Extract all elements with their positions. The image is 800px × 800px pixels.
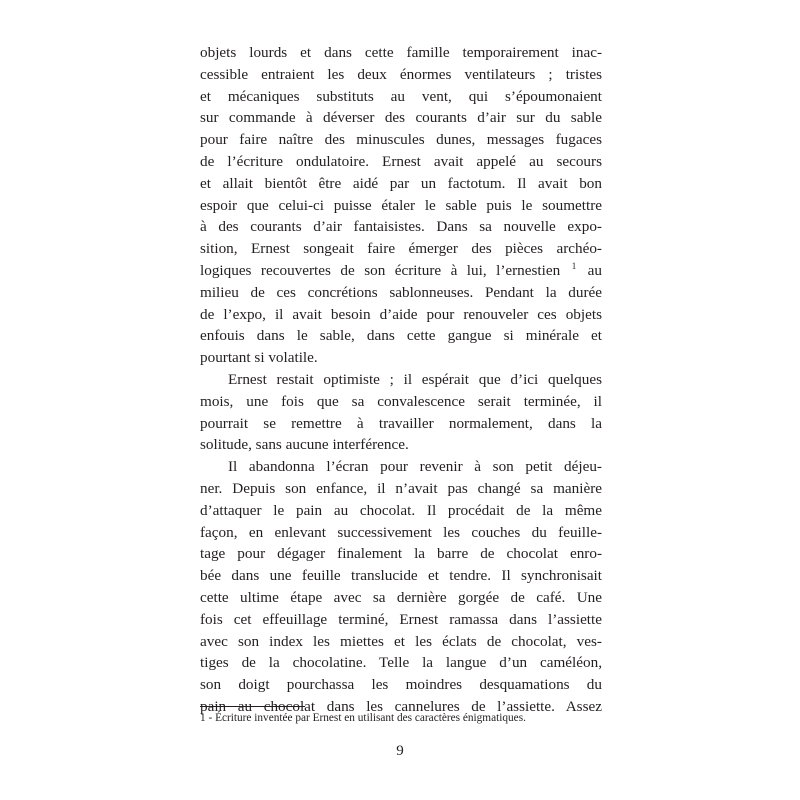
text-fragment: logiques recouvertes de son écriture à lui, l’ernestien: [200, 261, 561, 279]
text-line: pain au chocolat dans les cannelures de l’assiette. Assez: [200, 697, 602, 715]
text-line: de l’écriture ondulatoire. Ernest avait appelé au secours: [200, 152, 602, 170]
text-line: objets lourds et dans cette famille temporairement inac-: [200, 44, 602, 61]
text-line: tage pour dégager finalement la barre de chocolat enro-: [200, 545, 602, 563]
paragraph-2: [200, 369, 602, 456]
page-number: 9: [396, 743, 404, 759]
text-line: avec son index les miettes et les éclats de chocolat, ves-: [200, 632, 602, 650]
text-line: cessible entraient les deux énormes ventilateurs ; tristes: [200, 65, 602, 83]
text-line: fois cet effeuillage terminé, Ernest ramassa dans l’assiette: [200, 610, 602, 628]
text-line: solitude, sans aucune interférence.: [200, 436, 409, 454]
paragraph-1: [200, 42, 602, 369]
text-line: ner. Depuis son enfance, il n’avait pas changé sa manière: [200, 479, 602, 497]
text-line: Il abandonna l’écran pour revenir à son petit déjeu-: [228, 458, 602, 476]
text-line-with-footnote-ref: [200, 260, 602, 282]
footnote-number: 1: [200, 712, 206, 724]
footnote-text: - Écriture inventée par Ernest en utilisant des caractères énigmatiques.: [205, 712, 526, 724]
footnote: [200, 711, 602, 726]
text-line: pour faire naître des minuscules dunes, messages fugaces: [200, 131, 602, 149]
text-line: de l’expo, il avait besoin d’aide pour renouveler ces objets: [200, 305, 602, 323]
footnote-reference[interactable]: 1: [571, 260, 577, 271]
text-line: cette ultime étape avec sa dernière gorgée de café. Une: [200, 588, 602, 606]
text-line: mois, une fois que sa convalescence serait terminée, il: [200, 392, 602, 410]
text-line: son doigt pourchassa les moindres desquamations du: [200, 676, 602, 694]
text-line: bée dans une feuille translucide et tendre. Il synchronisait: [200, 567, 602, 585]
page-body: [200, 42, 602, 718]
text-line: enfouis dans le sable, dans cette gangue si minérale et: [200, 327, 602, 345]
text-line: tiges de la chocolatine. Telle la langue d’un caméléon,: [200, 654, 602, 672]
text-line: milieu de ces concrétions sablonneuses. Pendant la durée: [200, 283, 602, 301]
text-line: sition, Ernest songeait faire émerger des pièces archéo-: [200, 240, 602, 258]
text-line: sur commande à déverser des courants d’air sur du sable: [200, 109, 602, 127]
text-line: et mécaniques substituts au vent, qui s’époumonaient: [200, 87, 602, 105]
text-line: à des courants d’air fantaisistes. Dans sa nouvelle expo-: [200, 218, 602, 236]
footnote-divider: [200, 706, 305, 707]
text-line: façon, en enlevant successivement les couches du feuille-: [200, 523, 602, 541]
text-line: pourrait se remettre à travailler normalement, dans la: [200, 414, 602, 432]
text-line: pourtant si volatile.: [200, 349, 318, 367]
paragraph-3: [200, 456, 602, 718]
text-line: Ernest restait optimiste ; il espérait que d’ici quelques: [228, 370, 602, 388]
text-line: et allait bientôt être aidé par un factotum. Il avait bon: [200, 174, 602, 192]
text-line: espoir que celui-ci puisse étaler le sable puis le soumettre: [200, 196, 602, 214]
text-line: d’attaquer le pain au chocolat. Il procédait de la même: [200, 501, 602, 519]
text-fragment: au: [587, 261, 602, 279]
